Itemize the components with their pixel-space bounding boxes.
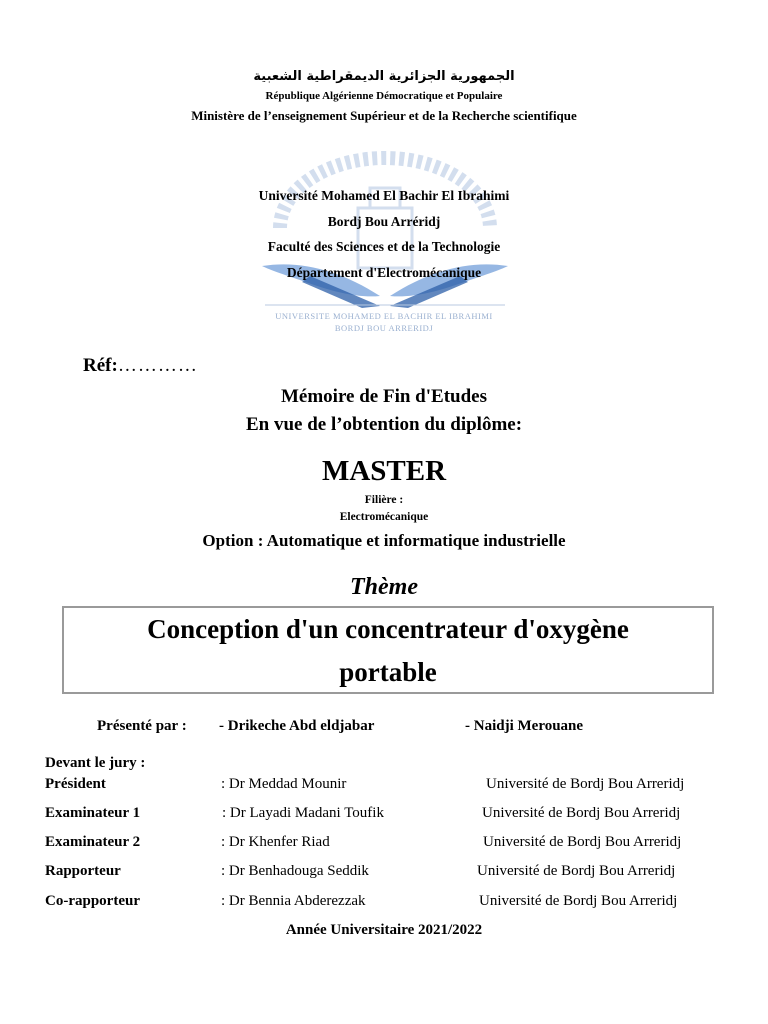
republic-name: République Algérienne Démocratique et Populaire [265,90,503,102]
theme-title-line2: portable [339,657,437,687]
jury-member-name: : Dr Bennia Abderezzak [221,893,366,909]
jury-role: Examinateur 1 [45,805,141,821]
ministry-name: Ministère de l’enseignement Supérieur et de la Recherche scientifique [191,108,577,123]
jury-row [45,776,745,796]
jury-title: Devant le jury : [45,755,146,771]
jury-role: Rapporteur [45,863,121,879]
jury-institution: Université de Bordj Bou Arreridj [483,834,682,850]
department-name: Département d'Electromécanique [286,264,482,280]
reference-label: Réf: [83,355,118,376]
jury-institution: Université de Bordj Bou Arreridj [477,863,676,879]
memoire-line1: Mémoire de Fin d'Etudes [280,386,487,407]
jury-row [45,893,745,913]
jury-member-name: : Dr Layadi Madani Toufik [222,805,384,821]
filiere-label: Filière : [364,494,404,506]
university-block [0,183,768,285]
student-2: - Naidji Merouane [465,718,584,734]
reference-value: ………… [117,355,198,376]
degree-title: MASTER [321,455,447,487]
logo-caption-line1: UNIVERSITE MOHAMED EL BACHIR EL IBRAHIMI [275,311,493,321]
option-line: Option : Automatique et informatique industrielle [202,531,566,550]
jury-row [45,863,745,883]
jury-member-name: : Dr Benhadouga Seddik [221,863,369,879]
university-city: Bordj Bou Arréridj [327,213,441,229]
logo-caption-line2: BORDJ BOU ARRERIDJ [334,323,434,333]
filiere-value: Electromécanique [339,511,429,523]
jury-institution: Université de Bordj Bou Arreridj [482,805,681,821]
filiere-block [0,492,768,526]
academic-year: Année Universitaire 2021/2022 [285,922,483,938]
theme-title-line1: Conception d'un concentrateur d'oxygène [147,614,629,644]
jury-role: Co-rapporteur [45,893,140,909]
jury-role: Président [45,776,106,792]
memoire-line2: En vue de l’obtention du diplôme: [245,414,523,435]
presented-by-label: Présenté par : [97,718,187,734]
faculty-name: Faculté des Sciences et de la Technologie [267,239,501,254]
memoire-block [0,383,768,439]
jury-member-name: : Dr Meddad Mounir [221,776,347,792]
jury-institution: Université de Bordj Bou Arreridj [486,776,685,792]
logo-caption [0,310,768,334]
theme-title-box [62,606,714,694]
jury-member-name: : Dr Khenfer Riad [221,834,330,850]
reference [83,355,198,377]
jury-row [45,834,745,854]
university-name: Université Mohamed El Bachir El Ibrahimi [258,188,510,203]
arabic-republic-title: الجمهورية الجزائرية الديمقراطية الشعبية [253,69,515,84]
theme-label: Thème [350,574,418,600]
jury-role: Examinateur 2 [45,834,141,850]
student-1: - Drikeche Abd eldjabar [219,718,375,734]
jury-institution: Université de Bordj Bou Arreridj [479,893,678,909]
jury-row [45,805,745,825]
